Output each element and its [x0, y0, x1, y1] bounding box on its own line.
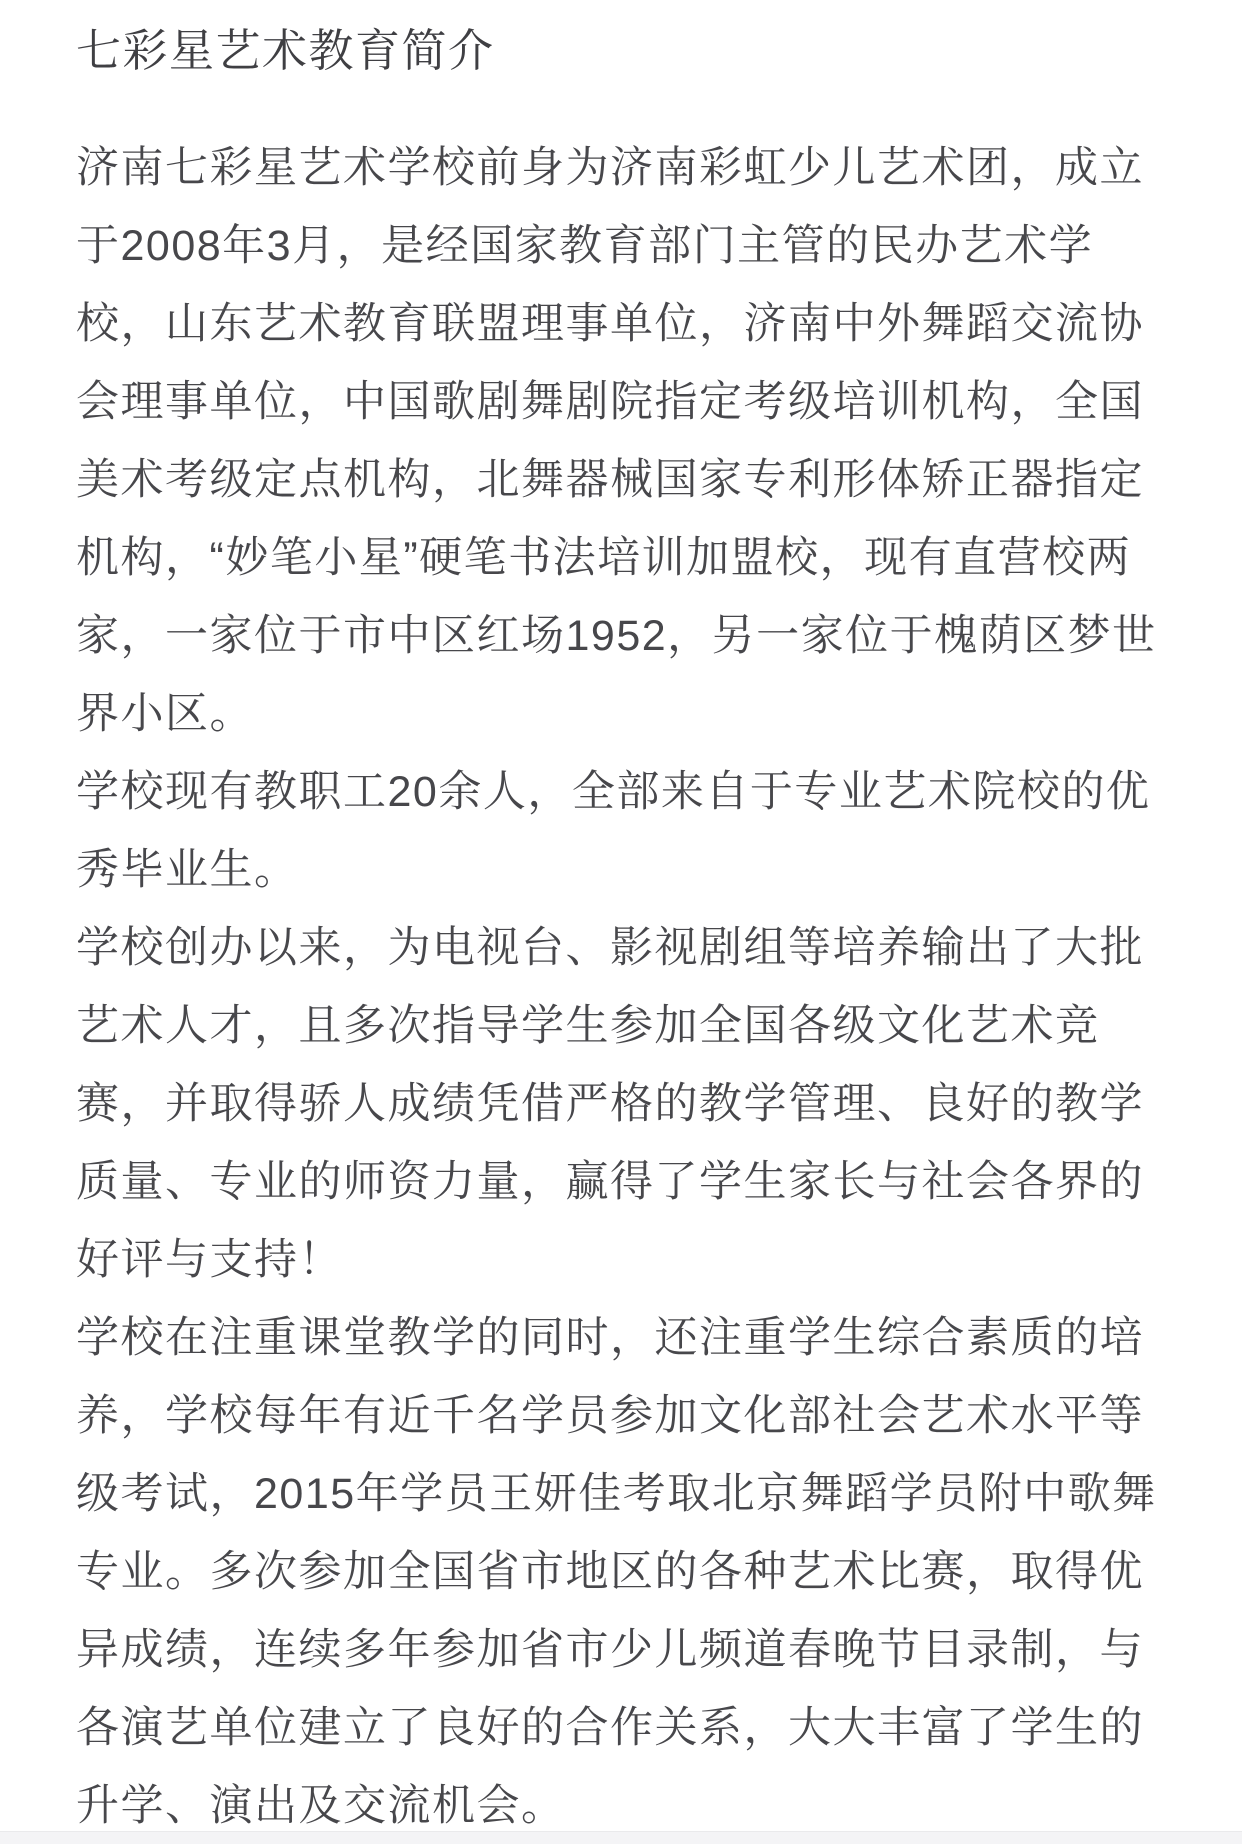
- text-line: 升学、演出及交流机会。: [76, 1782, 566, 1830]
- article-title: 七彩星艺术教育简介: [76, 25, 495, 76]
- text-line: 界小区。: [76, 690, 254, 738]
- text-line: 家，一家位于市中区红场1952，另一家位于槐荫区梦世: [76, 612, 1157, 660]
- text-line: 艺术人才，且多次指导学生参加全国各级文化艺术竞: [76, 1002, 1100, 1050]
- text-line: 美术考级定点机构，北舞器械国家专利形体矫正器指定: [76, 456, 1144, 504]
- text-line: 校，山东艺术教育联盟理事单位，济南中外舞蹈交流协: [76, 300, 1144, 348]
- paragraph-quality-education: [76, 1299, 1166, 1844]
- text-line: 专业。多次参加全国省市地区的各种艺术比赛，取得优: [76, 1548, 1144, 1596]
- bottom-section-divider: [0, 1831, 1242, 1844]
- text-line: 于2008年3月，是经国家教育部门主管的民办艺术学: [76, 222, 1094, 270]
- text-line: 养，学校每年有近千名学员参加文化部社会艺术水平等: [76, 1392, 1144, 1440]
- paragraph-staff: [76, 753, 1166, 909]
- paragraph-school-intro: [76, 129, 1166, 753]
- text-line: 机构，“妙笔小星”硬笔书法培训加盟校，现有直营校两: [76, 534, 1132, 582]
- text-line: 级考试，2015年学员王妍佳考取北京舞蹈学员附中歌舞: [76, 1470, 1157, 1518]
- text-line: 会理事单位，中国歌剧舞剧院指定考级培训机构，全国: [76, 378, 1144, 426]
- text-line: 学校创办以来，为电视台、影视剧组等培养输出了大批: [76, 924, 1144, 972]
- text-line: 各演艺单位建立了良好的合作关系，大大丰富了学生的: [76, 1704, 1144, 1752]
- text-line: 异成绩，连续多年参加省市少儿频道春晚节目录制，与: [76, 1626, 1144, 1674]
- text-line: 学校在注重课堂教学的同时，还注重学生综合素质的培: [76, 1314, 1144, 1362]
- text-line: 学校现有教职工20余人，全部来自于专业艺术院校的优: [76, 768, 1151, 816]
- text-line: 秀毕业生。: [76, 846, 299, 894]
- text-line: 赛，并取得骄人成绩凭借严格的教学管理、良好的教学: [76, 1080, 1144, 1128]
- text-line: 质量、专业的师资力量，赢得了学生家长与社会各界的: [76, 1158, 1144, 1206]
- paragraph-achievements: [76, 909, 1166, 1299]
- text-line: 好评与支持！: [76, 1236, 343, 1284]
- text-line: 济南七彩星艺术学校前身为济南彩虹少儿艺术团，成立: [76, 144, 1144, 192]
